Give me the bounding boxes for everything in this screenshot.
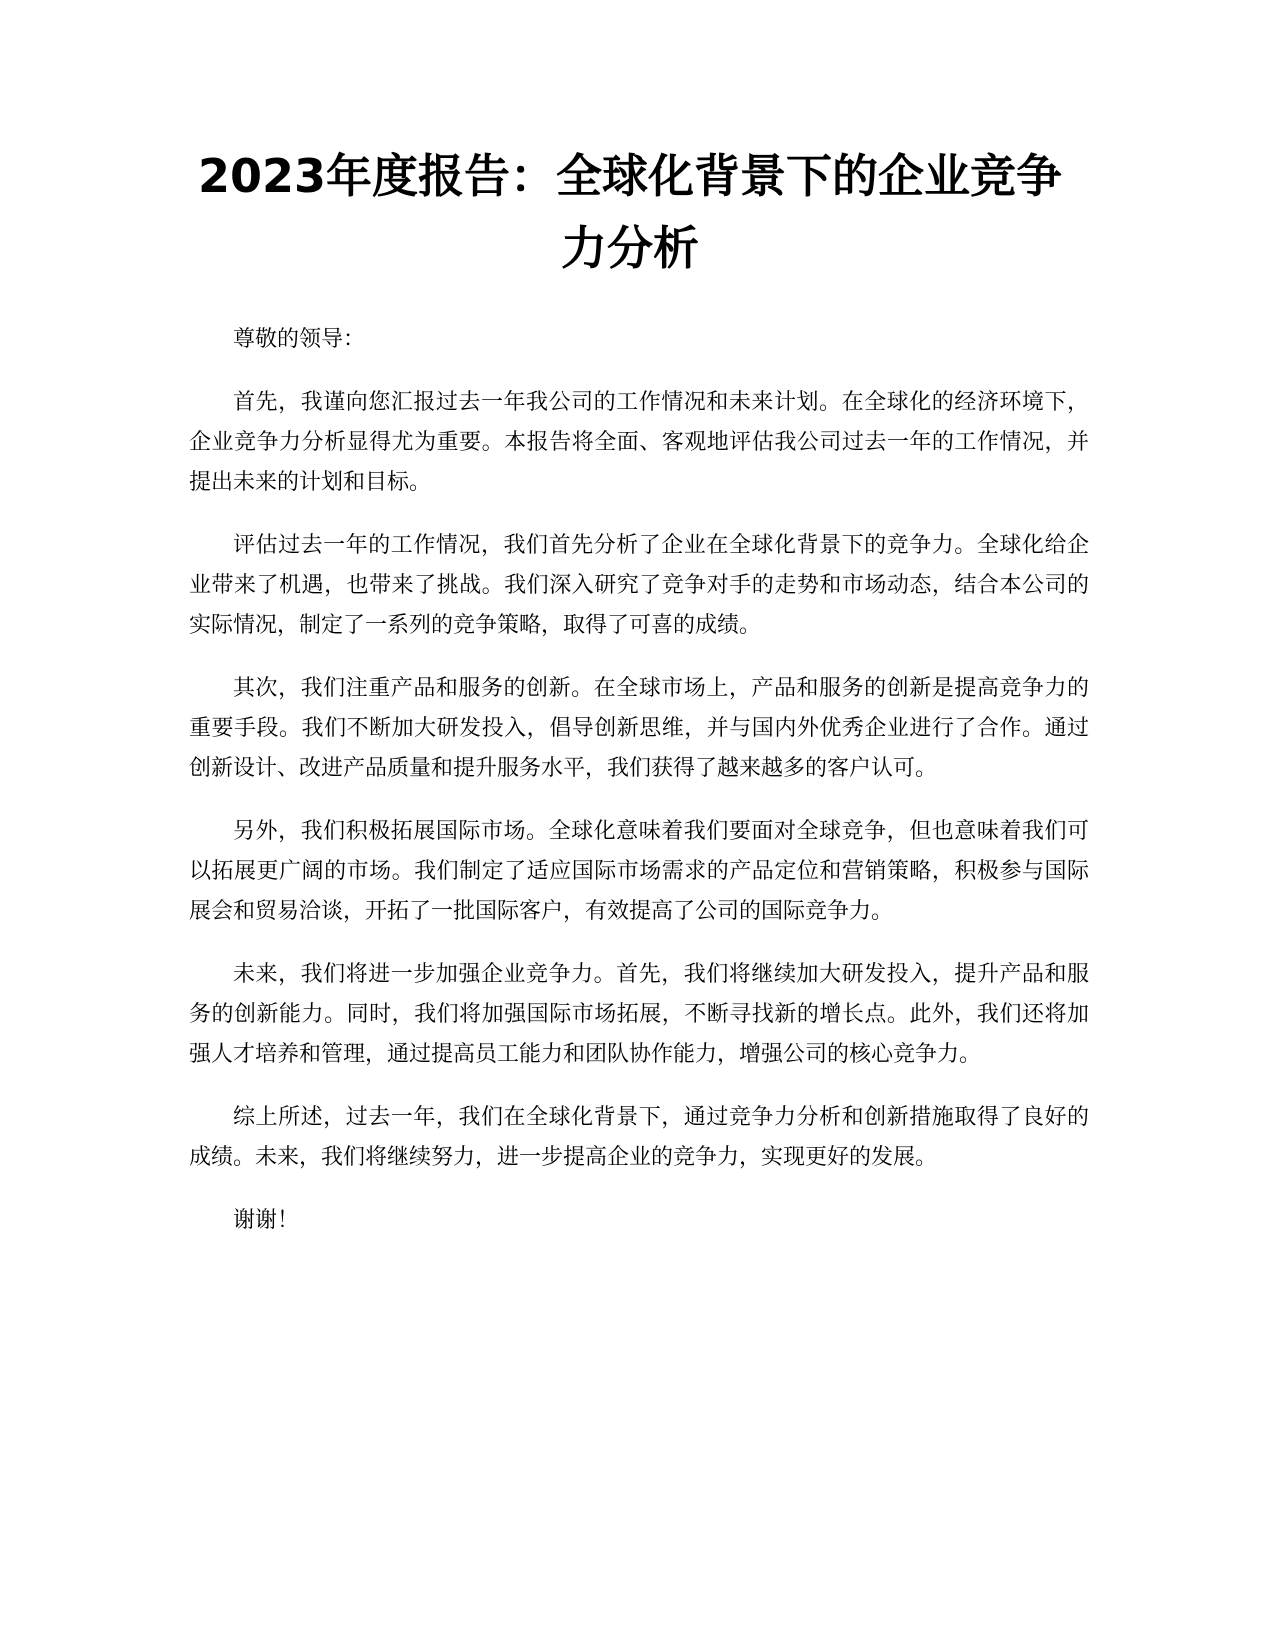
paragraph-evaluation: 评估过去一年的工作情况，我们首先分析了企业在全球化背景下的竞争力。全球化给企业带来了机遇，也带来了挑战。我们深入研究了竞争对手的走势和市场动态，结合本公司的实际情况，制定了一系列的竞争策略，取得了可喜的成绩。 [189,533,1089,638]
salutation: 尊敬的领导： [233,327,366,352]
paragraph-conclusion: 综上所述，过去一年，我们在全球化背景下，通过竞争力分析和创新措施取得了良好的成绩。未来，我们将继续努力，进一步提高企业的竞争力，实现更好的发展。 [189,1105,1089,1170]
paragraph-innovation: 其次，我们注重产品和服务的创新。在全球市场上，产品和服务的创新是提高竞争力的重要手段。我们不断加大研发投入，倡导创新思维，并与国内外优秀企业进行了合作。通过创新设计、改进产品质量和提升服务水平，我们获得了越来越多的客户认可。 [189,676,1089,781]
closing-thanks: 谢谢！ [233,1208,300,1233]
document-body [189,320,1089,1264]
paragraph-international-market: 另外，我们积极拓展国际市场。全球化意味着我们要面对全球竞争，但也意味着我们可以拓展更广阔的市场。我们制定了适应国际市场需求的产品定位和营销策略，积极参与国际展会和贸易洽谈，开拓了一批国际客户，有效提高了公司的国际竞争力。 [189,819,1089,924]
document-title: 2023年度报告：全球化背景下的企业竞争力分析 [197,149,1063,275]
paragraph-intro: 首先，我谨向您汇报过去一年我公司的工作情况和未来计划。在全球化的经济环境下，企业竞争力分析显得尤为重要。本报告将全面、客观地评估我公司过去一年的工作情况，并提出未来的计划和目标。 [189,390,1089,495]
paragraph-future-plans: 未来，我们将进一步加强企业竞争力。首先，我们将继续加大研发投入，提升产品和服务的创新能力。同时，我们将加强国际市场拓展，不断寻找新的增长点。此外，我们还将加强人才培养和管理，通过提高员工能力和团队协作能力，增强公司的核心竞争力。 [189,962,1089,1067]
